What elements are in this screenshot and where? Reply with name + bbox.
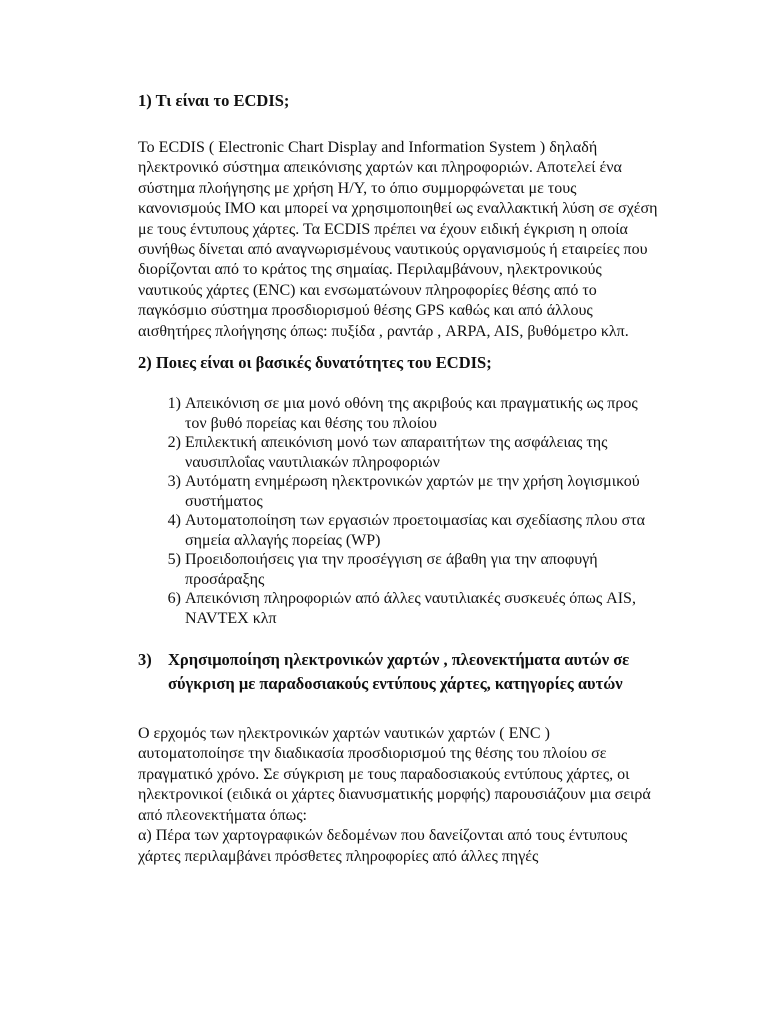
document-page (138, 90, 658, 867)
list-item-text: Αυτόματη ενημέρωση ηλεκτρονικών χαρτών με την χρήση λογισμικού συστήματος (185, 473, 640, 510)
list-item (138, 394, 658, 433)
list-item-text: Αυτοματοποίηση των εργασιών προετοιμασίας και σχεδίασης πλου στα σημεία αλλαγής πορείας (WP) (185, 512, 646, 549)
section-3-number: 3) (138, 650, 152, 670)
list-item-text: Απεικόνιση σε μια μονό οθόνη της ακριβούς και πραγματικής ως προς τον βυθό πορείας και θέσης του πλοίου (185, 395, 638, 432)
list-item-number: 4) (167, 512, 181, 530)
list-item-number: 5) (167, 551, 181, 569)
section-3-paragraph: Ο ερχομός των ηλεκτρονικών χαρτών ναυτικών χαρτών ( ENC ) αυτοματοποίησε την διαδικασία προσδιορισμού της θέσης του πλοίου σε πραγματικό χρόνο. Σε σύγκριση με τους παραδοσιακούς εντύπους χάρτες, οι ηλεκτρονικοί (ειδικά οι χάρτες διανυσματικής μορφής) παρουσιάζουν μια σειρά από πλεονεκτήματα όπως: (138, 725, 651, 824)
list-item-text: Προειδοποιήσεις για την προσέγγιση σε άβαθη για την αποφυγή προσάραξης (185, 551, 598, 588)
list-item-number: 2) (167, 434, 181, 452)
list-item (138, 511, 658, 550)
section-3-heading (138, 648, 658, 696)
list-item (138, 589, 658, 628)
list-item-text: Απεικόνιση πληροφοριών από άλλες ναυτιλιακές συσκευές όπως AIS, NAVTEX κλπ (185, 590, 636, 627)
capabilities-list (138, 394, 658, 628)
section-3-heading-text: Χρησιμοποίηση ηλεκτρονικών χαρτών , πλεονεκτήματα αυτών σε σύγκριση με παραδοσιακούς εντύπους χάρτες, κατηγορίες αυτών (168, 650, 630, 694)
section-1-paragraph: Το ECDIS ( Electronic Chart Display and Information System ) δηλαδή ηλεκτρονικό σύστημα απεικόνισης χαρτών και πληροφοριών. Αποτελεί ένα σύστημα πλοήγησης με χρήση Η/Υ, το όπιο συμμορφώνεται με τους κανονισμούς IMO και μπορεί να χρησιμοποιηθεί ως εναλλακτική λύση σε σχέση με τους έντυπους χάρτες. Τα ECDIS πρέπει να έχουν ειδική έγκριση η οποία συνήθως δίνεται από αναγνωρισμένους ναυτικούς οργανισμούς ή εταιρείες που διορίζονται από το κράτος της σημαίας. Περιλαμβάνουν, ηλεκτρονικούς ναυτικούς χάρτες (ENC) και ενσωματώνουν πληροφορίες θέσης από το παγκόσμιο σύστημα προσδιορισμού θέσης GPS καθώς και από άλλους αισθητήρες πλοήγησης όπως: πυξίδα , ραντάρ , ARPA, AIS, βυθόμετρο κλπ. (138, 139, 658, 340)
list-item (138, 433, 658, 472)
list-item (138, 550, 658, 589)
section-3-point-a: α) Πέρα των χαρτογραφικών δεδομένων που δανείζονται από τους έντυπους χάρτες περιλαμβάνει πρόσθετες πληροφορίες από άλλες πηγές (138, 827, 628, 865)
section-2-heading: 2) Ποιες είναι οι βασικές δυνατότητες του ECDIS; (138, 353, 492, 373)
list-item-text: Επιλεκτική απεικόνιση μονό των απαραιτήτων της ασφάλειας της ναυσιπλοΐας ναυτιλιακών πληροφοριών (185, 434, 608, 471)
list-item (138, 472, 658, 511)
list-item-number: 3) (167, 473, 181, 491)
list-item-number: 6) (167, 590, 181, 608)
list-item-number: 1) (167, 395, 181, 413)
section-1-heading: 1) Τι είναι το ECDIS; (138, 91, 290, 110)
